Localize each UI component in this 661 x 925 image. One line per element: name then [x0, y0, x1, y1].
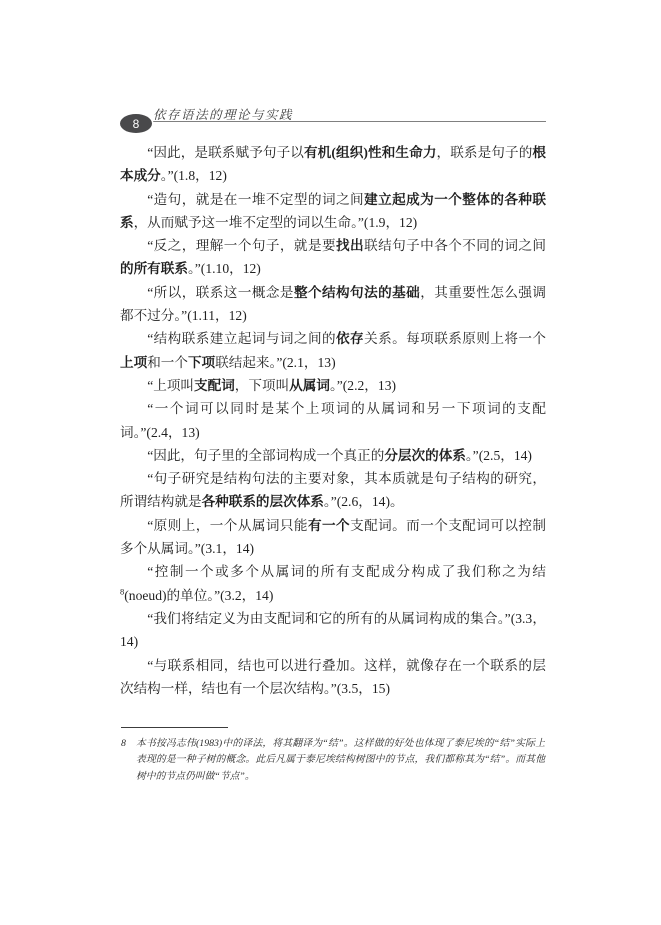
- body-text: “上项叫: [147, 377, 195, 393]
- paragraph: [120, 188, 546, 235]
- emphasis-text: 整个结构句法的基础: [293, 284, 421, 300]
- body-text: (noeud)的单位。”(3.2，14): [124, 587, 274, 603]
- paragraph: [120, 374, 546, 397]
- body-text: 关系。每项联系原则上将一个: [364, 331, 546, 347]
- footnote-text: 本书按冯志伟(1983)中的译法，将其翻译为“结”。这样做的好处也体现了泰尼埃的“结”实际上表现的是一种子树的概念。此后凡属于泰尼埃结构树图中的节点，我们都称其为“结”。而其他树中的节点仍叫做“节点”。: [136, 738, 545, 782]
- paragraph: [120, 654, 546, 701]
- body-text: 。”(2.6，14)。: [323, 494, 404, 510]
- paragraph: [120, 141, 546, 188]
- emphasis-text: 从属词: [289, 377, 330, 393]
- emphasis-text: 有机(组织)性和生命力: [303, 145, 437, 160]
- running-header: [119, 106, 546, 136]
- page-number: 8: [132, 116, 140, 131]
- emphasis-text: 找出: [336, 238, 365, 254]
- body-text: ，其重要性怎么强调都不过分。”(1.11，12): [120, 284, 546, 324]
- body-text: ，从而赋予这一堆不定型的词以生命。”(1.9，12): [133, 214, 418, 230]
- body-text: 和一个: [147, 354, 188, 370]
- paragraph: [120, 397, 546, 444]
- paragraph: [120, 234, 546, 281]
- paragraph: [120, 514, 546, 561]
- body-text: ，下项叫: [234, 377, 290, 393]
- emphasis-text: 根本成分: [120, 145, 546, 184]
- page-number-badge: [120, 114, 152, 133]
- emphasis-text: 上项: [120, 354, 148, 370]
- body-text: “反之，理解一个句子，就是要: [147, 238, 337, 254]
- emphasis-text: 支配词: [194, 377, 235, 393]
- emphasis-text: 下项: [187, 354, 216, 370]
- body-text: 联结起来。”(2.1，13): [215, 354, 336, 370]
- body-text: 。”(1.10，12): [187, 261, 261, 277]
- book-title: 依存语法的理论与实践: [153, 108, 294, 122]
- paragraph: [120, 327, 546, 374]
- body-text: ，联系是句子的: [436, 145, 533, 160]
- emphasis-text: 有一个: [307, 517, 351, 533]
- paragraph: [120, 281, 546, 328]
- body-text: 支配词。而一个支配词可以控制多个从属词。”(3.1，14): [120, 517, 547, 557]
- footnote: [121, 736, 545, 785]
- emphasis-text: 的所有联系: [120, 261, 188, 277]
- footnote-ref: 8: [120, 586, 125, 597]
- body-paragraphs: [120, 141, 546, 700]
- footnote-marker: 8: [121, 738, 126, 749]
- body-text: “因此，句子里的全部词构成一个真正的: [147, 447, 385, 463]
- body-text: 。”(1.8，12): [160, 168, 227, 184]
- body-text: “造句，就是在一堆不定型的词之间: [147, 191, 365, 207]
- body-text: “与联系相同，结也可以进行叠加。这样，就像存在一个联系的层次结构一样，结也有一个层次结构。”(3.5，15): [120, 657, 546, 696]
- emphasis-text: 各种联系的层次体系: [201, 494, 324, 510]
- paragraph: [120, 467, 546, 514]
- paragraph: [120, 607, 546, 654]
- emphasis-text: 分层次的体系: [384, 447, 466, 463]
- body-text: 。”(2.5，14): [465, 447, 532, 463]
- footnote-separator: [121, 727, 228, 728]
- body-text: “一个词可以同时是某个上项词的从属词和另一下项词的支配词。”(2.4，13): [120, 401, 546, 440]
- body-text: “我们将结定义为由支配词和它的所有的从属词构成的集合。”(3.3，14): [120, 610, 546, 650]
- body-text: 联结句子中各个不同的词之间: [364, 238, 546, 254]
- body-text: “原则上，一个从属词只能: [147, 517, 308, 533]
- body-text: “控制一个或多个从属词的所有支配成分构成了我们称之为结: [147, 564, 546, 580]
- paragraph: [120, 560, 546, 607]
- emphasis-text: 依存: [336, 331, 365, 347]
- body-text: “句子研究是结构句法的主要对象，其本质就是句子结构的研究，所谓结构就是: [120, 471, 546, 510]
- body-text: “所以，联系这一概念是: [147, 284, 294, 300]
- emphasis-text: 建立起成为一个整体的各种联系: [120, 191, 546, 230]
- body-text: “因此，是联系赋予句子以: [147, 145, 304, 160]
- body-text: 。”(2.2，13): [329, 377, 397, 393]
- paragraph: [120, 444, 546, 467]
- body-text: “结构联系建立起词与词之间的: [147, 331, 337, 347]
